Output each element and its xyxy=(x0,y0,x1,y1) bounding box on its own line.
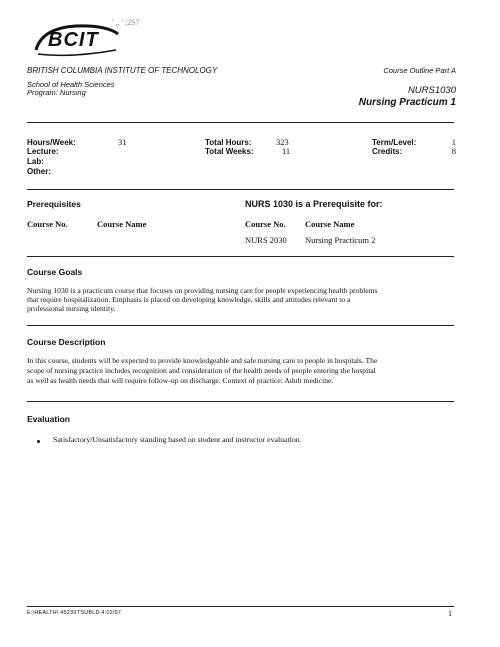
prereq-for-course-name: Nursing Practicum 2 xyxy=(305,235,376,245)
outline-part: Course Outline Part A xyxy=(383,66,456,75)
course-goals-line-3: professional nursing identity. xyxy=(27,304,116,313)
prereq-for-col-course-name: Course Name xyxy=(305,219,355,229)
evaluation-bullet xyxy=(37,440,40,443)
prereq-for-col-course-no: Course No. xyxy=(245,219,286,229)
lab-label: Lab: xyxy=(27,157,44,166)
course-description-heading: Course Description xyxy=(27,337,106,347)
total-weeks-value: 11 xyxy=(282,146,291,156)
term-level-value: 1 xyxy=(451,137,456,147)
credits-value: 8 xyxy=(451,146,456,156)
course-goals-line-1: Nursing 1030 is a practicum course that focuses on providing nursing care for people experiencing health problems xyxy=(27,286,378,295)
school-name: School of Health Sciences xyxy=(27,80,115,89)
hours-week-label: Hours/Week: xyxy=(27,138,76,147)
course-description-line-1: In this course, students will be expected to provide knowledgeable and safe nursing care to people in hospitals. The xyxy=(27,356,378,365)
evaluation-item: Satisfactory/Unsatisfactory standing based on student and instructor evaluation. xyxy=(53,435,302,444)
footer-file-path: E:\HEALTH\ 4523\ITSUBLD.4 02/97 xyxy=(27,610,122,616)
lecture-label: Lecture: xyxy=(27,147,59,156)
prereq-rule xyxy=(27,256,454,257)
scan-marks: ' ,, ' ;2S7 xyxy=(112,18,140,27)
header-rule xyxy=(27,122,454,123)
description-rule xyxy=(27,401,454,402)
other-label: Other: xyxy=(27,167,51,176)
prereq-for-course-no: NURS 2030 xyxy=(245,235,287,245)
goals-rule xyxy=(27,325,454,326)
course-description-line-3: as well as health needs that will require follow-up on discharge. Context of practice: Adult medicine. xyxy=(27,376,334,385)
footer-rule xyxy=(27,606,454,607)
program-name: Program: Nursing xyxy=(27,88,86,97)
course-goals-line-2: that require hospitalization. Emphasis is placed on developing knowledge, skills and attitudes relevant to a xyxy=(27,295,351,304)
course-description-line-2: scope of nursing practice includes recognition and consideration of the health needs of people entering the hospital xyxy=(27,366,376,375)
bcit-logo xyxy=(32,20,122,58)
term-level-label: Term/Level: xyxy=(372,138,417,147)
credits-label: Credits: xyxy=(372,147,403,156)
total-hours-value: 323 xyxy=(276,137,289,147)
hours-rule xyxy=(27,189,454,190)
hours-week-value: 31 xyxy=(118,137,127,147)
total-weeks-label: Total Weeks: xyxy=(205,147,254,156)
prereq-col-course-no: Course No. xyxy=(27,219,68,229)
course-title: Nursing Practicum 1 xyxy=(358,97,456,108)
prerequisite-for-heading: NURS 1030 is a Prerequisite for: xyxy=(245,199,383,209)
course-code: NURS1030 xyxy=(407,85,456,96)
prerequisites-heading: Prerequisites xyxy=(27,199,81,209)
page-number: 1 xyxy=(448,609,452,618)
course-goals-heading: Course Goals xyxy=(27,267,83,277)
evaluation-heading: Evaluation xyxy=(27,414,70,424)
prereq-col-course-name: Course Name xyxy=(97,219,147,229)
bcit-logo-text: BCIT xyxy=(48,29,99,51)
total-hours-label: Total Hours: xyxy=(205,138,252,147)
institute-name: BRITISH COLUMBIA INSTITUTE OF TECHNOLOGY xyxy=(27,66,218,75)
